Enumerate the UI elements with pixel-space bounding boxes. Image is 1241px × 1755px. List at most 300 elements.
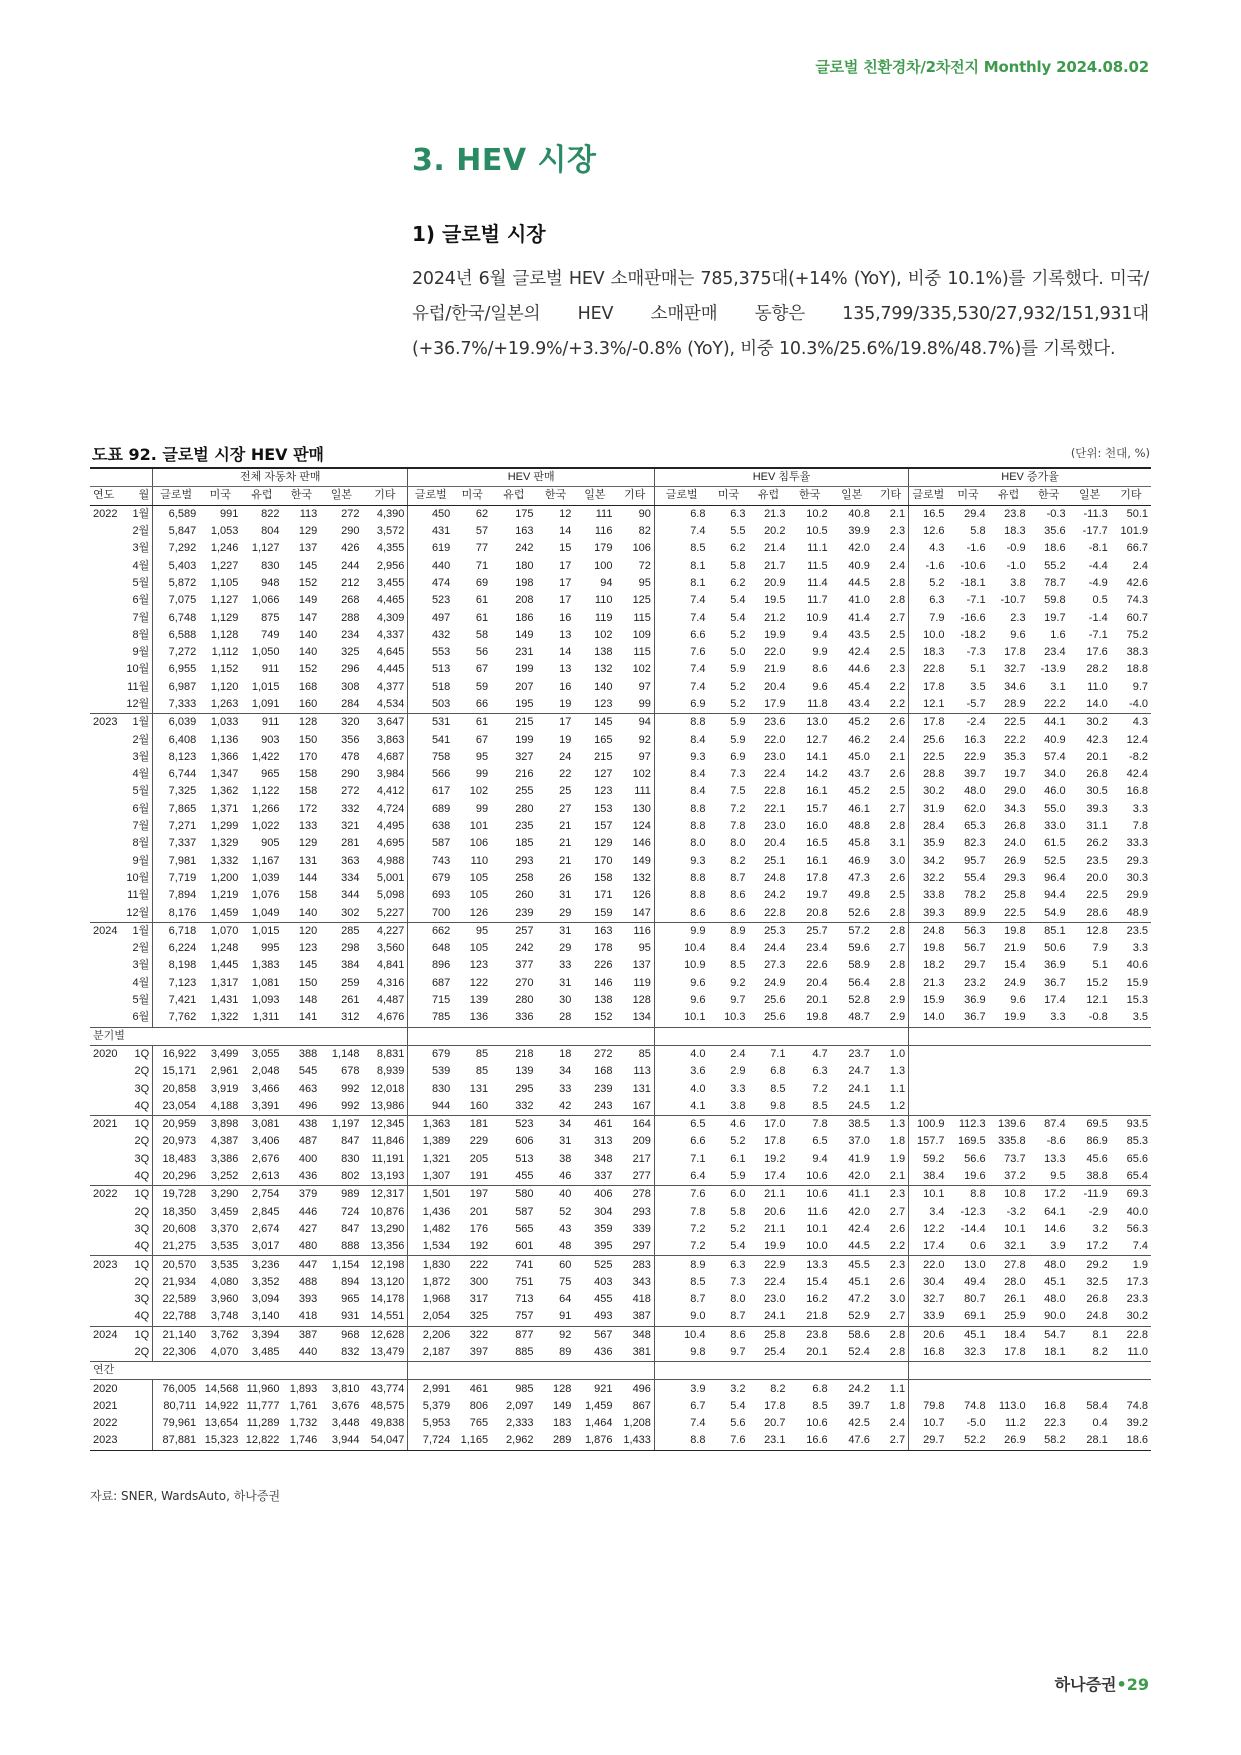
table-cell: 65.6 — [1126, 1152, 1148, 1165]
col-header-sub: 미국 — [708, 487, 748, 505]
table-cell: 192 — [469, 1240, 489, 1253]
table-row — [90, 1133, 1151, 1150]
row-year — [90, 904, 122, 922]
table-cell: 1.3 — [873, 1115, 909, 1133]
table-cell: 26.8 — [1086, 768, 1108, 781]
table-cell: 21.1 — [764, 1222, 786, 1235]
row-year — [90, 696, 122, 714]
table-cell: 4.3 — [1111, 714, 1151, 732]
table-cell: 7.1 — [748, 1045, 788, 1063]
table-cell: 16 — [559, 611, 572, 624]
table-cell — [909, 1380, 948, 1398]
table-cell: 293 — [515, 854, 534, 867]
table-cell: 9.0 — [690, 1310, 706, 1323]
row-period: 7월 — [122, 818, 152, 835]
table-row — [90, 835, 1151, 852]
table-cell: 34.3 — [1004, 802, 1026, 815]
table-cell: 28 — [559, 1011, 572, 1024]
table-cell: 944 — [431, 1099, 451, 1112]
table-cell: 60 — [537, 1256, 575, 1274]
table-cell: 565 — [515, 1222, 534, 1235]
table-row — [90, 975, 1151, 992]
table-cell: 1,366 — [210, 750, 239, 763]
table-cell: -0.8 — [1088, 1011, 1108, 1024]
table-cell: 14.0 — [1086, 698, 1108, 710]
row-year: 2021 — [93, 1399, 118, 1412]
table-cell: 1,501 — [408, 1186, 453, 1204]
table-cell: 3,560 — [362, 940, 407, 957]
table-cell: 64 — [559, 1293, 572, 1306]
table-cell: 32.3 — [964, 1345, 986, 1358]
table-cell: 3,984 — [362, 766, 407, 783]
table-cell: 20.1 — [806, 994, 828, 1007]
table-cell: 134 — [615, 1009, 654, 1027]
table-cell: 19.7 — [1004, 768, 1026, 781]
col-header-sub: 미국 — [948, 487, 989, 505]
table-cell: 6.3 — [730, 507, 746, 520]
table-cell: 128 — [615, 992, 654, 1009]
table-cell: 426 — [341, 542, 360, 555]
table-cell: 12.1 — [1086, 994, 1108, 1007]
table-cell: 19.7 — [1044, 611, 1066, 624]
table-cell — [948, 1380, 989, 1398]
table-cell: 363 — [341, 854, 360, 867]
table-cell: 8.8 — [690, 889, 706, 902]
row-period: 1Q — [122, 1186, 152, 1204]
table-cell: 601 — [515, 1240, 534, 1253]
row-period: 3월 — [122, 540, 152, 557]
table-cell: 11.8 — [807, 698, 828, 710]
table-cell: 48.0 — [1029, 1256, 1069, 1274]
table-cell: 19.6 — [964, 1170, 986, 1183]
row-year — [90, 1098, 122, 1116]
table-cell: 693 — [431, 889, 451, 902]
table-cell: 894 — [341, 1275, 360, 1288]
table-cell: 7,865 — [168, 802, 197, 815]
table-cell: 10.0 — [923, 628, 945, 641]
table-cell: 44.1 — [1029, 714, 1069, 732]
table-cell: 218 — [491, 1045, 536, 1063]
table-cell: 25.9 — [1004, 1310, 1026, 1323]
table-cell: 54.7 — [1029, 1326, 1069, 1344]
table-cell: 255 — [515, 785, 534, 798]
table-cell: 348 — [615, 1326, 654, 1344]
table-cell: 139.6 — [989, 1115, 1029, 1133]
table-row — [90, 1168, 1151, 1186]
table-cell: 22.9 — [748, 1256, 788, 1274]
table-cell: 85 — [475, 1065, 489, 1078]
table-cell: 47.6 — [831, 1432, 873, 1450]
table-cell: 325 — [341, 646, 360, 659]
row-year: 2022 — [90, 1186, 122, 1204]
table-cell: -13.9 — [1040, 663, 1066, 676]
table-cell: 169.5 — [958, 1135, 986, 1148]
table-cell: 2.8 — [873, 592, 909, 609]
table-cell: 1,363 — [408, 1115, 453, 1133]
table-cell: 160 — [469, 1099, 489, 1112]
table-cell: 33.0 — [1044, 820, 1066, 833]
table-cell: 1,208 — [615, 1415, 654, 1432]
table-cell: 152 — [298, 663, 318, 676]
table-cell: 17.8 — [1004, 646, 1026, 659]
table-cell: 4,841 — [362, 957, 407, 974]
table-cell: 42.4 — [848, 1222, 870, 1235]
table-cell: 55.2 — [1044, 559, 1066, 572]
table-cell: 22,589 — [162, 1293, 197, 1306]
table-cell: 30.2 — [1126, 1310, 1148, 1323]
table-cell: 5.2 — [730, 1135, 746, 1148]
table-cell: 10.3 — [724, 1011, 746, 1024]
table-cell: 713 — [515, 1293, 534, 1306]
table-row — [90, 992, 1151, 1009]
table-cell: 46.1 — [848, 802, 870, 815]
table-cell: 13.3 — [1044, 1152, 1066, 1165]
table-cell: 153 — [594, 802, 613, 815]
table-cell: 281 — [341, 837, 360, 850]
table-cell: 15,171 — [162, 1065, 197, 1078]
table-cell: 123 — [594, 785, 613, 798]
table-cell: 393 — [298, 1293, 318, 1306]
row-year — [90, 1221, 122, 1238]
table-cell: 2.9 — [873, 992, 909, 1009]
table-cell: 5,379 — [422, 1399, 451, 1412]
table-cell: 79,961 — [162, 1417, 197, 1430]
table-row — [90, 1115, 1151, 1133]
table-cell: 9.9 — [812, 646, 828, 659]
table-cell: 62 — [475, 507, 489, 520]
table-cell: 17.4 — [1044, 994, 1066, 1007]
table-cell: 1.6 — [1050, 628, 1066, 641]
table-cell: 73.7 — [1004, 1152, 1026, 1165]
table-cell: 129 — [594, 837, 613, 850]
table-cell: 22.4 — [764, 768, 786, 781]
row-year — [90, 1063, 122, 1080]
table-cell: 332 — [515, 1099, 534, 1112]
row-year: 2020 — [90, 1045, 122, 1063]
table-cell: 2.4 — [873, 540, 909, 557]
table-cell: 20.0 — [1086, 871, 1108, 884]
table-cell: 17.8 — [1004, 1345, 1026, 1358]
table-cell: 6,748 — [168, 611, 197, 624]
table-cell: 106 — [469, 837, 489, 850]
table-row — [90, 853, 1151, 870]
table-cell: 45.2 — [848, 785, 870, 798]
table-cell: 99 — [475, 768, 489, 781]
table-cell: 2.8 — [873, 957, 909, 974]
table-cell: 11.2 — [1004, 1417, 1026, 1430]
table-cell: 4,070 — [210, 1345, 239, 1358]
table-cell: 16.5 — [806, 837, 828, 850]
table-cell: 2.9 — [873, 1009, 909, 1027]
table-cell: 2,674 — [251, 1222, 280, 1235]
table-cell: 39.3 — [923, 906, 945, 919]
table-cell: 7,981 — [168, 854, 197, 867]
table-cell: 23.2 — [964, 976, 986, 989]
table-cell: 56.6 — [964, 1152, 986, 1165]
table-cell: 2,187 — [422, 1345, 451, 1358]
table-cell: 48.9 — [1126, 906, 1148, 919]
table-cell: 948 — [261, 576, 280, 589]
hev-sales-table — [90, 467, 1151, 1451]
table-cell: 359 — [594, 1222, 613, 1235]
summary-paragraph: 2024년 6월 글로벌 HEV 소매판매는 785,375대(+14% (YoY), 비중 10.1%)를 기록했다. 미국/유럽/한국/일본의 HEV 소매판매 동향은 135,799/335,530/27,932/151,931대 (+36.7%/+19.9%/+3.3%/-0.8% (YoY), 비중 10.3%/25.6%/19.8%/48.7%)를 기록했다. — [412, 269, 1149, 359]
table-cell: 100 — [594, 559, 613, 572]
table-cell — [909, 1045, 948, 1063]
table-cell: 31 — [537, 922, 575, 940]
table-cell: 4,534 — [362, 696, 407, 714]
table-cell: 679 — [431, 871, 451, 884]
table-cell: 69.3 — [1111, 1186, 1151, 1204]
table-cell: 447 — [282, 1256, 320, 1274]
table-row — [90, 922, 1151, 940]
table-cell: 5.2 — [929, 576, 945, 589]
table-cell: 94 — [600, 576, 613, 589]
table-cell: 541 — [431, 733, 451, 746]
table-cell: 18.6 — [1111, 1432, 1151, 1450]
table-cell: 272 — [341, 785, 360, 798]
table-cell: 17.8 — [923, 680, 945, 693]
table-cell: 3,352 — [251, 1275, 280, 1288]
table-cell: 28.4 — [923, 820, 945, 833]
table-cell: 20.2 — [764, 525, 786, 538]
table-cell: 38 — [559, 1152, 572, 1165]
row-year — [90, 940, 122, 957]
table-cell: 2.2 — [873, 696, 909, 714]
page-footer — [1055, 1672, 1149, 1695]
table-cell: 45.0 — [848, 750, 870, 763]
table-cell: 23.4 — [1044, 646, 1066, 659]
table-cell: 85.3 — [1126, 1135, 1148, 1148]
table-row — [90, 1151, 1151, 1168]
table-row — [90, 1256, 1151, 1274]
table-cell: 7.8 — [1132, 820, 1148, 833]
table-cell: 27 — [559, 802, 572, 815]
table-cell: -18.2 — [960, 628, 986, 641]
table-cell: 3,406 — [251, 1135, 280, 1148]
table-cell: 8.1 — [1069, 1326, 1111, 1344]
table-cell: 1,893 — [282, 1380, 320, 1398]
table-cell: 45.5 — [831, 1256, 873, 1274]
table-cell: 123 — [594, 698, 613, 710]
table-cell: 130 — [615, 801, 654, 818]
row-period: 4Q — [122, 1308, 152, 1326]
table-cell: 33.9 — [923, 1310, 945, 1323]
table-cell: 8,198 — [168, 959, 197, 972]
table-cell: 3,252 — [210, 1170, 239, 1183]
table-cell: 47.3 — [848, 871, 870, 884]
table-cell: 59 — [475, 680, 489, 693]
table-cell — [909, 1063, 948, 1080]
table-cell: 3.8 — [1010, 576, 1026, 589]
table-cell — [989, 1080, 1029, 1097]
table-cell: 100.9 — [909, 1115, 948, 1133]
table-cell: 48.0 — [964, 785, 986, 798]
table-cell: 90.0 — [1044, 1310, 1066, 1323]
table-cell: 131 — [298, 854, 318, 867]
table-cell: 12.6 — [923, 525, 945, 538]
table-cell: 7.6 — [708, 1432, 748, 1450]
table-cell: 10.6 — [788, 1186, 830, 1204]
table-cell: 72 — [615, 557, 654, 574]
table-cell: 13,356 — [362, 1238, 407, 1256]
table-cell: 39.9 — [848, 525, 870, 538]
table-cell: 25.1 — [764, 854, 786, 867]
table-cell: 163 — [515, 525, 534, 538]
table-cell: 36.7 — [1044, 976, 1066, 989]
table-cell: 7,719 — [168, 871, 197, 884]
table-cell: 9.4 — [812, 1152, 828, 1165]
table-cell: 5.2 — [730, 680, 746, 693]
table-cell: 7,333 — [168, 698, 197, 710]
table-cell: 8.8 — [654, 714, 708, 732]
table-cell: 332 — [341, 802, 360, 815]
table-cell: 17.6 — [1086, 646, 1108, 659]
table-cell: 4,080 — [210, 1275, 239, 1288]
table-cell: 1,322 — [210, 1011, 239, 1024]
table-cell: 40.9 — [1044, 733, 1066, 746]
table-cell: 1,022 — [251, 820, 280, 833]
table-cell: 6,039 — [153, 714, 199, 732]
table-cell: 102 — [615, 766, 654, 783]
table-cell: 427 — [298, 1222, 318, 1235]
table-cell: 5.9 — [708, 714, 748, 732]
table-cell: 905 — [261, 837, 280, 850]
table-cell: 16.0 — [806, 820, 828, 833]
table-cell: 20.1 — [1086, 750, 1108, 763]
table-cell: 30.2 — [923, 785, 945, 798]
table-cell: 7.1 — [690, 1152, 706, 1165]
table-cell: 29.3 — [1004, 871, 1026, 884]
table-cell: 31.9 — [923, 802, 945, 815]
table-cell: 436 — [298, 1170, 318, 1183]
table-row — [90, 575, 1151, 592]
table-cell: 49,838 — [362, 1415, 407, 1432]
table-cell: 6,744 — [168, 768, 197, 781]
table-cell: 44.6 — [848, 663, 870, 676]
table-cell: 74.8 — [1126, 1399, 1148, 1412]
table-cell: 24.0 — [1004, 837, 1026, 850]
table-cell — [948, 1080, 989, 1097]
table-cell: 38.5 — [831, 1115, 873, 1133]
table-cell: 12,628 — [362, 1326, 407, 1344]
table-cell: 122 — [469, 976, 489, 989]
table-cell: 580 — [491, 1186, 536, 1204]
table-cell: 11.5 — [807, 559, 828, 572]
row-year — [90, 1274, 122, 1291]
table-cell: 17.0 — [748, 1115, 788, 1133]
table-cell: 478 — [341, 750, 360, 763]
table-cell: 885 — [515, 1345, 534, 1358]
table-cell: 765 — [469, 1417, 489, 1430]
table-cell: -16.6 — [960, 611, 986, 624]
table-cell: 8.4 — [730, 942, 746, 955]
col-header-sub: 일본 — [831, 487, 873, 505]
table-cell: 7.3 — [730, 768, 746, 781]
table-cell: 7.2 — [690, 1240, 706, 1253]
table-cell: 1,148 — [320, 1045, 362, 1063]
table-cell: 6.1 — [730, 1152, 746, 1165]
table-cell: 1,105 — [210, 576, 239, 589]
table-cell: 25.6 — [764, 994, 786, 1007]
table-cell: 19.7 — [806, 889, 828, 902]
table-cell: 105 — [469, 942, 489, 955]
table-cell: 14,568 — [199, 1380, 241, 1398]
table-cell: 6.6 — [690, 628, 706, 641]
table-cell: 8.4 — [690, 733, 706, 746]
table-cell: 968 — [320, 1326, 362, 1344]
table-cell: 9.7 — [730, 994, 746, 1007]
table-cell: 687 — [431, 976, 451, 989]
table-cell: 4,412 — [362, 783, 407, 800]
table-cell: 140 — [298, 906, 318, 919]
table-cell: 9.5 — [1050, 1170, 1066, 1183]
table-cell: 12,198 — [362, 1256, 407, 1274]
table-cell: 1,152 — [210, 663, 239, 676]
table-cell: 3,081 — [241, 1115, 282, 1133]
row-year — [90, 679, 122, 696]
table-cell: 5.4 — [730, 1240, 746, 1253]
table-cell: 14.6 — [1044, 1222, 1066, 1235]
table-cell: 45.4 — [848, 680, 870, 693]
table-cell: 24.8 — [764, 871, 786, 884]
table-cell: 198 — [515, 576, 534, 589]
group-header-hev-sales: HEV 판매 — [408, 468, 655, 487]
table-cell: 3,676 — [331, 1399, 360, 1412]
table-cell: 24.7 — [848, 1065, 870, 1078]
table-cell: 171 — [594, 889, 613, 902]
table-cell: 120 — [282, 922, 320, 940]
table-cell: 7.4 — [690, 663, 706, 676]
table-cell: 26.1 — [1004, 1293, 1026, 1306]
table-cell: 3,370 — [210, 1222, 239, 1235]
table-cell: 3.3 — [1132, 942, 1148, 955]
row-year — [90, 661, 122, 678]
table-cell: 17.4 — [764, 1170, 786, 1183]
row-year — [90, 575, 122, 592]
table-cell: 26 — [559, 871, 572, 884]
table-cell: 191 — [469, 1170, 489, 1183]
table-cell: 7.9 — [929, 611, 945, 624]
table-cell: 7,075 — [168, 594, 197, 607]
row-year — [90, 853, 122, 870]
row-period: 6월 — [122, 1009, 152, 1027]
table-cell: 16,922 — [153, 1045, 199, 1063]
row-period: 2Q — [122, 1344, 152, 1362]
table-cell: 45.1 — [1044, 1275, 1066, 1288]
table-cell: -1.6 — [966, 542, 986, 555]
table-cell: 8,176 — [168, 906, 197, 919]
table-cell: 43.5 — [848, 628, 870, 641]
table-cell: 145 — [574, 714, 615, 732]
table-cell: 69.5 — [1069, 1115, 1111, 1133]
table-cell: 6.4 — [690, 1170, 706, 1183]
table-cell: 45.2 — [831, 714, 873, 732]
table-cell: 2,961 — [210, 1065, 239, 1078]
table-cell: 45.1 — [948, 1326, 989, 1344]
row-year — [90, 887, 122, 904]
table-cell: -0.3 — [1046, 507, 1066, 520]
table-cell: 4,645 — [362, 644, 407, 661]
table-cell: 474 — [431, 576, 451, 589]
table-cell: 61 — [475, 611, 489, 624]
table-cell: 18.8 — [1126, 663, 1148, 676]
table-cell: 16.2 — [806, 1293, 828, 1306]
table-cell: 3,647 — [362, 714, 407, 732]
table-cell: 85 — [615, 1045, 654, 1063]
table-cell: 6.8 — [690, 507, 706, 520]
table-cell: 145 — [298, 559, 318, 572]
table-cell: 69 — [475, 576, 489, 589]
